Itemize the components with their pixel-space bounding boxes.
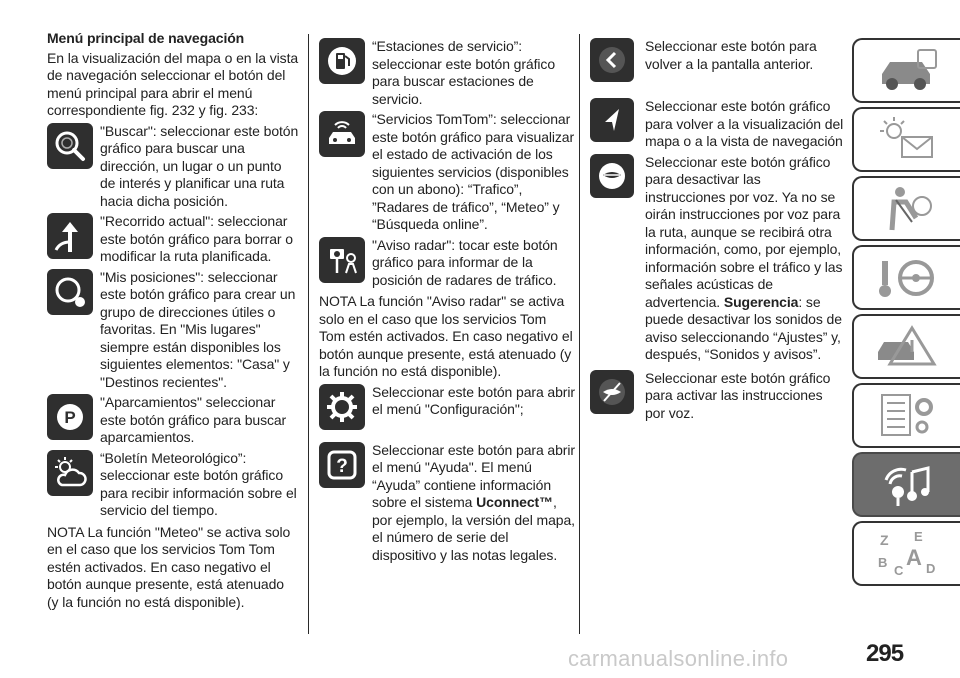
intro-text: En la visualización del mapa o en la vista de navegación seleccionar el botón del menú principal para abrir el menú correspondiente fig. 232 y fig. 233: [47,49,299,118]
tab-service-checklist[interactable] [852,383,960,448]
speed-camera-icon [319,237,365,283]
warning-triangle-car-icon [872,320,942,374]
column-divider-1 [308,34,309,634]
section-title: Menú principal de navegación [47,30,245,46]
tab-alphabet-index[interactable] [852,521,960,586]
list-item-current-route: "Recorrido actual": seleccionar este botón gráfico para borrar o modificar la ruta planificada. [47,213,299,266]
list-item-weather: “Boletín Meteorológico”: seleccionar este botón gráfico para recibir información sobre el servicio del tiempo. [47,450,299,520]
service-checklist-icon [872,389,942,443]
list-item-voice-mute: Seleccionar este botón gráfico para desactivar las instrucciones por voz. Ya no se oirán instrucciones por voz para la ruta, aunque se recibirá otra información, como, por ejemplo, información sobre el tráfico y las señales acústicas de advertencia. Sugerencia: se puede desactivar los sonidos de aviso seleccionando “Ajustes” y, después, “Sonidos y avisos”. [590,154,844,364]
list-item-settings: Seleccionar este botón para abrir el menú "Configuración"; [319,384,575,430]
column-1 [47,30,299,611]
svg-text:B: B [878,554,888,570]
list-item-search: "Buscar": seleccionar este botón gráfico para buscar una dirección, un lugar o un punto de interés y planificar una ruta hacia dicha posición. [47,123,299,211]
tab-seatbelt-airbag[interactable] [852,176,960,241]
list-item-voice-unmute: Seleccionar este botón gráfico para activar las instrucciones por voz. [590,370,844,423]
key-steering-icon [872,251,942,305]
search-icon [47,123,93,169]
alphabet-index-icon [872,527,942,581]
list-item-speed-camera: "Aviso radar": tocar este botón gráfico para informar de la posición de radares de tráfico. [319,237,575,290]
list-item-my-places: "Mis posiciones": seleccionar este botón gráfico para crear un grupo de direcciones útiles o favoritas. En "Mis lugares" siempre están disponibles los siguientes elementos: "Casa" y "Destinos recientes". [47,269,299,392]
settings-icon [319,384,365,430]
tab-lights-mail[interactable] [852,107,960,172]
list-item-help: ? Seleccionar este botón para abrir el menú "Ayuda". El menú “Ayuda” contiene información sobre el sistema Uconnect™, por ejemplo, la versión del mapa, el número de serie del dispositivo y las notas legales. [319,442,575,565]
list-item-back: Seleccionar este botón para volver a la pantalla anterior. [590,38,844,82]
weather-note: NOTA La función "Meteo" se activa solo en el caso que los servicios Tom Tom estén activados. En caso negativo el botón aunque presente, está atenuado (y la función no está disponible). [47,523,291,610]
page-number: 295 [866,640,904,667]
weather-icon [47,450,93,496]
speed-camera-note: NOTA La función "Aviso radar" se activa solo en el caso que los servicios Tom Tom estén activados. En caso negativo el botón aunque presente, está atenuado (y la función no está disponible). [319,293,573,379]
my-places-icon [47,269,93,315]
list-item-parking: P "Aparcamientos" seleccionar este botón gráfico para buscar aparcamientos. [47,394,299,447]
voice-unmute-icon [590,370,634,414]
multimedia-icon [872,458,942,512]
car-icon [872,44,942,98]
fuel-station-icon [319,38,365,84]
list-item-map-view: Seleccionar este botón gráfico para volver a la visualización del mapa o a la vista de navegación [590,98,844,151]
tab-multimedia[interactable] [852,452,960,517]
list-item-tomtom-services: “Servicios TomTom”: seleccionar este botón gráfico para visualizar el estado de activación de los siguientes servicios (disponibles con un abono): “Trafico”, ”Radares de tráfico”, “Meteo” y “Búsqueda online”. [319,111,575,234]
parking-icon [47,394,93,440]
column-divider-2 [579,34,580,634]
back-icon [590,38,634,82]
tab-warning-triangle-car[interactable] [852,314,960,379]
chapter-tabs [852,38,960,590]
watermark: carmanualsonline.info [568,646,789,671]
map-view-icon [590,98,634,142]
column-2 [319,30,575,564]
svg-text:P: P [64,408,76,427]
tomtom-services-icon [319,111,365,157]
voice-mute-icon [590,154,634,198]
tab-car[interactable] [852,38,960,103]
seatbelt-airbag-icon [872,182,942,236]
list-item-fuel-stations: “Estaciones de servicio”: seleccionar este botón gráfico para buscar estaciones de servicio. [319,38,575,108]
current-route-icon [47,213,93,259]
svg-text:Z: Z [880,531,889,548]
help-icon [319,442,365,488]
svg-text:A: A [906,544,922,570]
svg-text:?: ? [336,455,348,477]
svg-text:D: D [926,560,936,576]
tab-key-steering[interactable] [852,245,960,310]
column-3 [590,30,844,422]
svg-text:C: C [894,562,904,578]
lights-mail-icon [872,113,942,167]
svg-text:E: E [914,528,923,544]
